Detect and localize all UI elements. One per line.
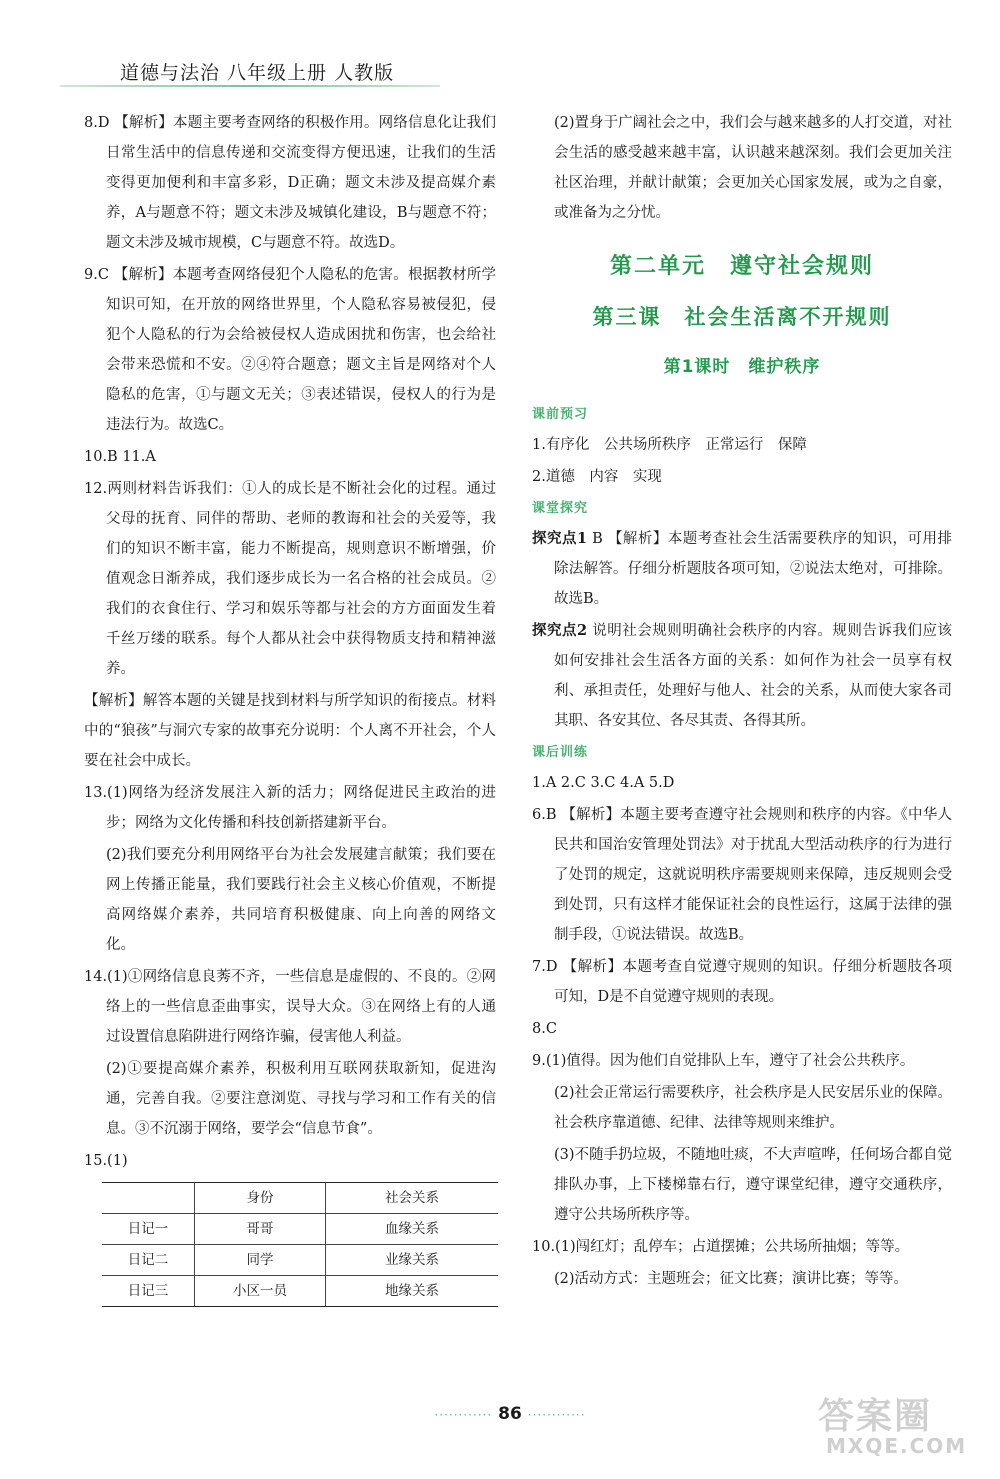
after-answer-10-part2: (2)活动方式：主题班会；征文比赛；演讲比赛；等等。: [554, 1271, 909, 1287]
answer-12-analysis: 【解析】解答本题的关键是找到材料与所学知识的衔接点。材料中的“狼孩”与洞穴专家的故事充分说明：个人离不开社会，个人要在社会中成长。: [84, 693, 496, 769]
explore-point-1-label: 探究点1: [532, 530, 588, 547]
book-header-title: 道德与法治 八年级上册 人教版: [120, 62, 395, 84]
answer-13-part2: (2)我们要充分利用网络平台为社会发展建言献策；我们要在网上传播正能量，我们要践行社会主义核心价值观，不断提高网络媒介素养，共同培育积极健康、向上向善的网络文化。: [106, 847, 496, 953]
table-cell: 业缘关系: [326, 1245, 499, 1276]
watermark-url-text: MXQE.COM: [826, 1434, 968, 1458]
after-answer-9-part3: (3)不随手扔垃圾，不随地吐痰，不大声喧哗，任何场合都自觉排队办事，上下楼梯靠右行，遵守课堂纪律，遵守交通秩序，遵守公共场所秩序等。: [554, 1147, 952, 1223]
table-cell: 地缘关系: [326, 1276, 499, 1307]
section-label-after: 课后训练: [532, 745, 589, 760]
answer-9: 9.C 【解析】本题考查网络侵犯个人隐私的危害。根据教材所学知识可知，在开放的网络世界里，个人隐私容易被侵犯，侵犯个人隐私的行为会给被侵权人造成困扰和伤害，也会给社会带来恐慌和不安。②④符合题意；题文主旨是网络对个人隐私的危害，①与题文无关；③表述错误，侵权人的行为是违法行为。故选C。: [84, 267, 496, 433]
preview-answer-2: 2.道德 内容 实现: [532, 469, 662, 485]
explore-point-1: [532, 524, 952, 614]
answer-13-part1: 13.(1)网络为经济发展注入新的活力；网络促进民主政治的进步；网络为文化传播和科技创新搭建新平台。: [84, 785, 496, 831]
table-header-cell: 身份: [195, 1183, 326, 1214]
table-row: [102, 1245, 498, 1276]
answer-14-part1: 14.(1)①网络信息良莠不齐，一些信息是虚假的、不良的。②网络上的一些信息歪曲事实，误导大众。③在网络上有的人通过设置信息陷阱进行网络诈骗，侵害他人利益。: [84, 969, 496, 1045]
after-answer-9-part1: 9.(1)值得。因为他们自觉排队上车，遵守了社会公共秩序。: [532, 1053, 915, 1069]
lesson-title: 第三课 社会生活离不开规则: [592, 305, 892, 329]
social-relations-table: [102, 1182, 498, 1307]
table-cell: 同学: [195, 1245, 326, 1276]
page-number: 86: [498, 1404, 522, 1424]
table-header-cell: 社会关系: [326, 1183, 499, 1214]
table-row: [102, 1214, 498, 1245]
answer-14-part2: (2)①要提高媒介素养，积极利用互联网获取新知，促进沟通，完善自我。②要注意浏览、寻找与学习和工作有关的信息。③不沉溺于网络，要学会“信息节食”。: [106, 1061, 496, 1137]
explore-point-2-text: 说明社会规则明确社会秩序的内容。规则告诉我们应该如何安排社会生活各方面的关系：如何作为社会一员享有权利、承担责任，处理好与他人、社会的关系，从而使大家各司其职、各安其位、各尽其责、各得其所。: [554, 623, 953, 729]
table-cell: 哥哥: [195, 1214, 326, 1245]
footer-dots-left: ············: [434, 1408, 493, 1422]
watermark-logo-text: 答案圈: [818, 1396, 933, 1437]
answer-15-part1: 15.(1): [84, 1153, 128, 1169]
header-divider: [60, 85, 440, 87]
answer-10-11: 10.B 11.A: [84, 449, 156, 465]
page-footer: [420, 1404, 600, 1424]
after-answer-8: 8.C: [532, 1021, 557, 1037]
footer-dots-right: ············: [527, 1408, 586, 1422]
period-title: 第1课时 维护秩序: [663, 357, 821, 377]
table-cell: 日记一: [102, 1214, 195, 1245]
table-cell: 日记二: [102, 1245, 195, 1276]
section-label-class: 课堂探究: [532, 501, 589, 516]
table-cell: 日记三: [102, 1276, 195, 1307]
table-header-cell: [102, 1183, 195, 1214]
after-answer-10-part1: 10.(1)闯红灯；乱停车；占道摆摊；公共场所抽烟；等等。: [532, 1239, 910, 1255]
unit-title: 第二单元 遵守社会规则: [609, 254, 874, 279]
table-header-row: [102, 1183, 498, 1214]
table-cell: 血缘关系: [326, 1214, 499, 1245]
answer-12: 12.两则材料告诉我们：①人的成长是不断社会化的过程。通过父母的抚育、同伴的帮助、老师的教诲和社会的关爱等，我们的知识不断丰富，能力不断提高，规则意识不断增强，价值观念日渐养成，我们逐步成长为一名合格的社会成员。②我们的衣食住行、学习和娱乐等都与社会的方方面面发生着千丝万缕的联系。每个人都从社会中获得物质支持和精神滋养。: [84, 481, 496, 677]
after-answer-6: 6.B 【解析】本题主要考查遵守社会规则和秩序的内容。《中华人民共和国治安管理处罚法》对于扰乱大型活动秩序的行为进行了处罚的规定，这就说明秩序需要规则来保障，违反规则会受到处罚，只有这样才能保证社会的良性运行，这属于法律的强制手段，①说法错误。故选B。: [532, 807, 952, 943]
table-cell: 小区一员: [195, 1276, 326, 1307]
site-watermark: [818, 1388, 978, 1468]
after-answer-7: 7.D 【解析】本题考查自觉遵守规则的知识。仔细分析题肢各项可知，D是不自觉遵守规则的表现。: [532, 959, 952, 1005]
after-answer-1-5: 1.A 2.C 3.C 4.A 5.D: [532, 775, 675, 791]
preview-answer-1: 1.有序化 公共场所秩序 正常运行 保障: [532, 437, 807, 453]
after-answer-9-part2: (2)社会正常运行需要秩序，社会秩序是人民安居乐业的保障。社会秩序靠道德、纪律、法律等规则来维护。: [554, 1085, 952, 1131]
section-label-preview: 课前预习: [532, 407, 589, 422]
explore-point-1-text: B 【解析】本题考查社会生活需要秩序的知识，可用排除法解答。仔细分析题肢各项可知，②说法太绝对，可排除。故选B。: [554, 531, 953, 607]
left-column: [84, 108, 496, 1307]
explore-point-2: [532, 616, 952, 736]
answer-8: 8.D 【解析】本题主要考查网络的积极作用。网络信息化让我们日常生活中的信息传递和交流变得方便迅速，让我们的生活变得更加便利和丰富多彩，D正确；题文未涉及提高媒介素养，A与题意不符；题文未涉及城镇化建设，B与题意不符；题文未涉及城市规模，C与题意不符。故选D。: [84, 115, 496, 251]
right-column: [532, 108, 952, 1296]
table-row: [102, 1276, 498, 1307]
answer-15-part2: (2)置身于广阔社会之中，我们会与越来越多的人打交道，对社会生活的感受越来越丰富，认识越来越深刻。我们会更加关注社区治理，并献计献策；会更加关心国家发展，或为之自豪，或准备为之分忧。: [554, 115, 952, 221]
explore-point-2-label: 探究点2: [532, 622, 588, 639]
